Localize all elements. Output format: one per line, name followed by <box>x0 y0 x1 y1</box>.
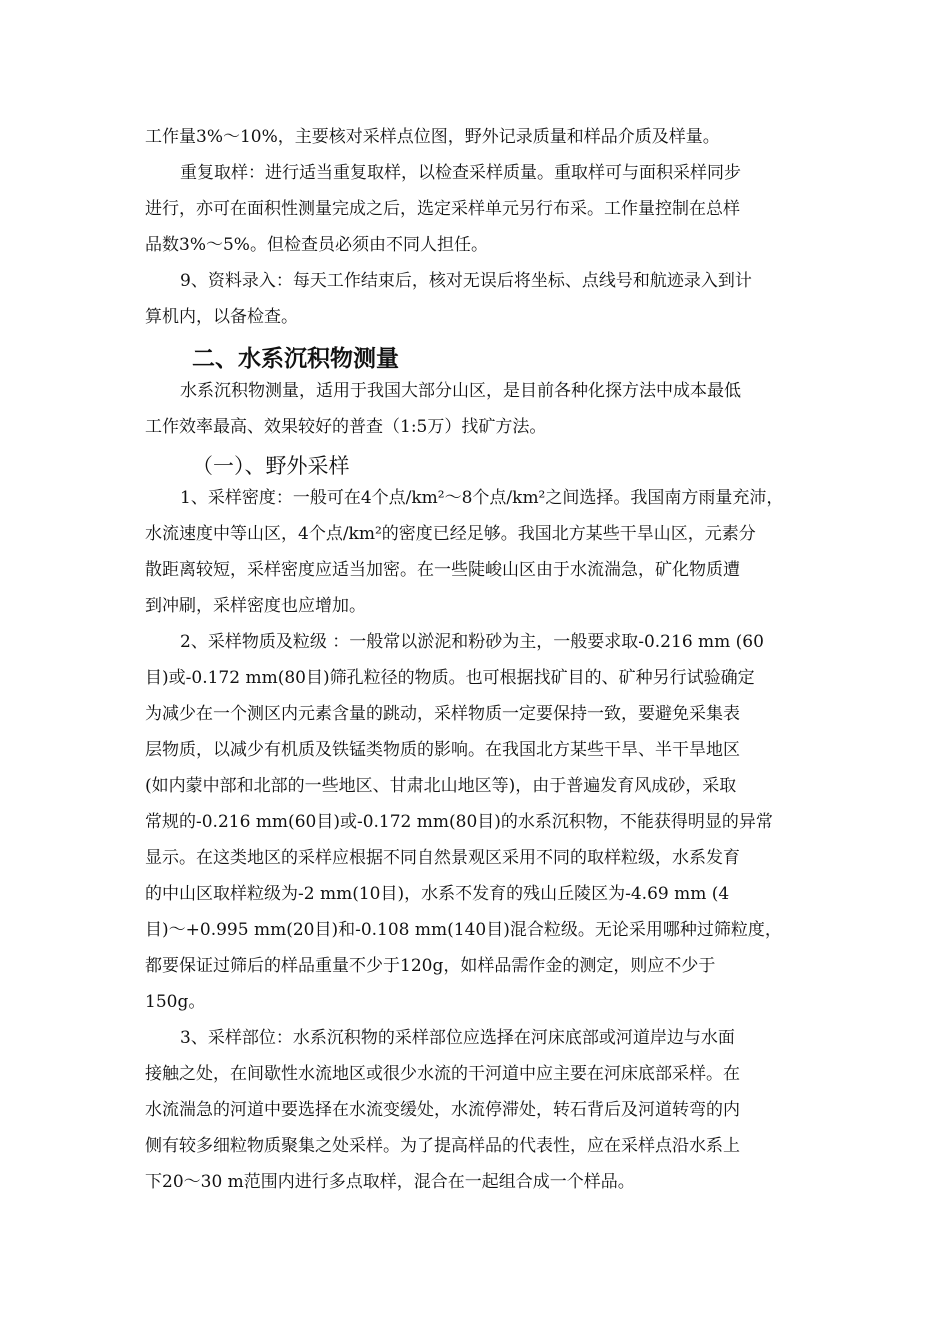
paragraph-line: 层物质，以减少有机质及铁锰类物质的影响。在我国北方某些干旱、半干旱地区 <box>145 740 740 760</box>
paragraph-line: 显示。在这类地区的采样应根据不同自然景观区采用不同的取样粒级，水系发育 <box>145 848 740 868</box>
paragraph-line: 散距离较短，采样密度应适当加密。在一些陡峻山区由于水流湍急，矿化物质遭 <box>145 560 740 580</box>
paragraph-line: 的中山区取样粒级为-2 mm(10目)，水系不发育的残山丘陵区为-4.69 mm (4 <box>145 884 730 904</box>
paragraph-line: 水系沉积物测量，适用于我国大部分山区，是目前各种化探方法中成本最低 <box>180 381 741 401</box>
paragraph-line: (如内蒙中部和北部的一些地区、甘肃北山地区等)，由于普遍发育风成砂，采取 <box>145 776 737 796</box>
paragraph-line: 接触之处，在间歇性水流地区或很少水流的干河道中应主要在河床底部采样。在 <box>145 1064 740 1084</box>
paragraph-line: 目)～+0.995 mm(20目)和-0.108 mm(140目)混合粒级。无论采用哪种过筛粒度， <box>145 920 782 940</box>
paragraph-line: 重复取样：进行适当重复取样，以检查采样质量。重取样可与面积采样同步 <box>180 163 741 183</box>
subsection-heading: （一）、野外采样 <box>192 454 350 478</box>
paragraph-line: 侧有较多细粒物质聚集之处采样。为了提高样品的代表性，应在采样点沿水系上 <box>145 1136 740 1156</box>
section-heading: 二、水系沉积物测量 <box>192 346 399 372</box>
paragraph-line: 水流湍急的河道中要选择在水流变缓处，水流停滞处，转石背后及河道转弯的内 <box>145 1100 740 1120</box>
paragraph-line: 1、采样密度：一般可在4个点/km²～8个点/km²之间选择。我国南方雨量充沛， <box>180 488 784 508</box>
paragraph-line: 工作量3%～10%，主要核对采样点位图，野外记录质量和样品介质及样量。 <box>145 127 720 147</box>
paragraph-line: 品数3%～5%。但检查员必须由不同人担任。 <box>145 235 488 255</box>
paragraph-line: 都要保证过筛后的样品重量不少于120g，如样品需作金的测定，则应不少于 <box>145 956 716 976</box>
paragraph-line: 9、资料录入：每天工作结束后，核对无误后将坐标、点线号和航迹录入到计 <box>180 271 752 291</box>
paragraph-line: 下20～30 m范围内进行多点取样，混合在一起组合成一个样品。 <box>145 1172 635 1192</box>
paragraph-line: 工作效率最高、效果较好的普查（1:5万）找矿方法。 <box>145 417 547 437</box>
paragraph-line: 常规的-0.216 mm(60目)或-0.172 mm(80目)的水系沉积物，不能获得明显的异常 <box>145 812 773 832</box>
paragraph-line: 到冲刷，采样密度也应增加。 <box>145 596 366 616</box>
paragraph-line: 水流速度中等山区，4个点/km²的密度已经足够。我国北方某些干旱山区，元素分 <box>145 524 756 544</box>
paragraph-line: 算机内，以备检查。 <box>145 307 298 327</box>
paragraph-line: 3、采样部位：水系沉积物的采样部位应选择在河床底部或河道岸边与水面 <box>180 1028 735 1048</box>
paragraph-line: 150g。 <box>145 992 206 1012</box>
paragraph-line: 目)或-0.172 mm(80目)筛孔粒径的物质。也可根据找矿目的、矿种另行试验确定 <box>145 668 755 688</box>
paragraph-line: 进行，亦可在面积性测量完成之后，选定采样单元另行布采。工作量控制在总样 <box>145 199 740 219</box>
paragraph-line: 2、采样物质及粒级 ：一般常以淤泥和粉砂为主，一般要求取-0.216 mm (60 <box>180 632 764 652</box>
paragraph-line: 为减少在一个测区内元素含量的跳动，采样物质一定要保持一致，要避免采集表 <box>145 704 740 724</box>
